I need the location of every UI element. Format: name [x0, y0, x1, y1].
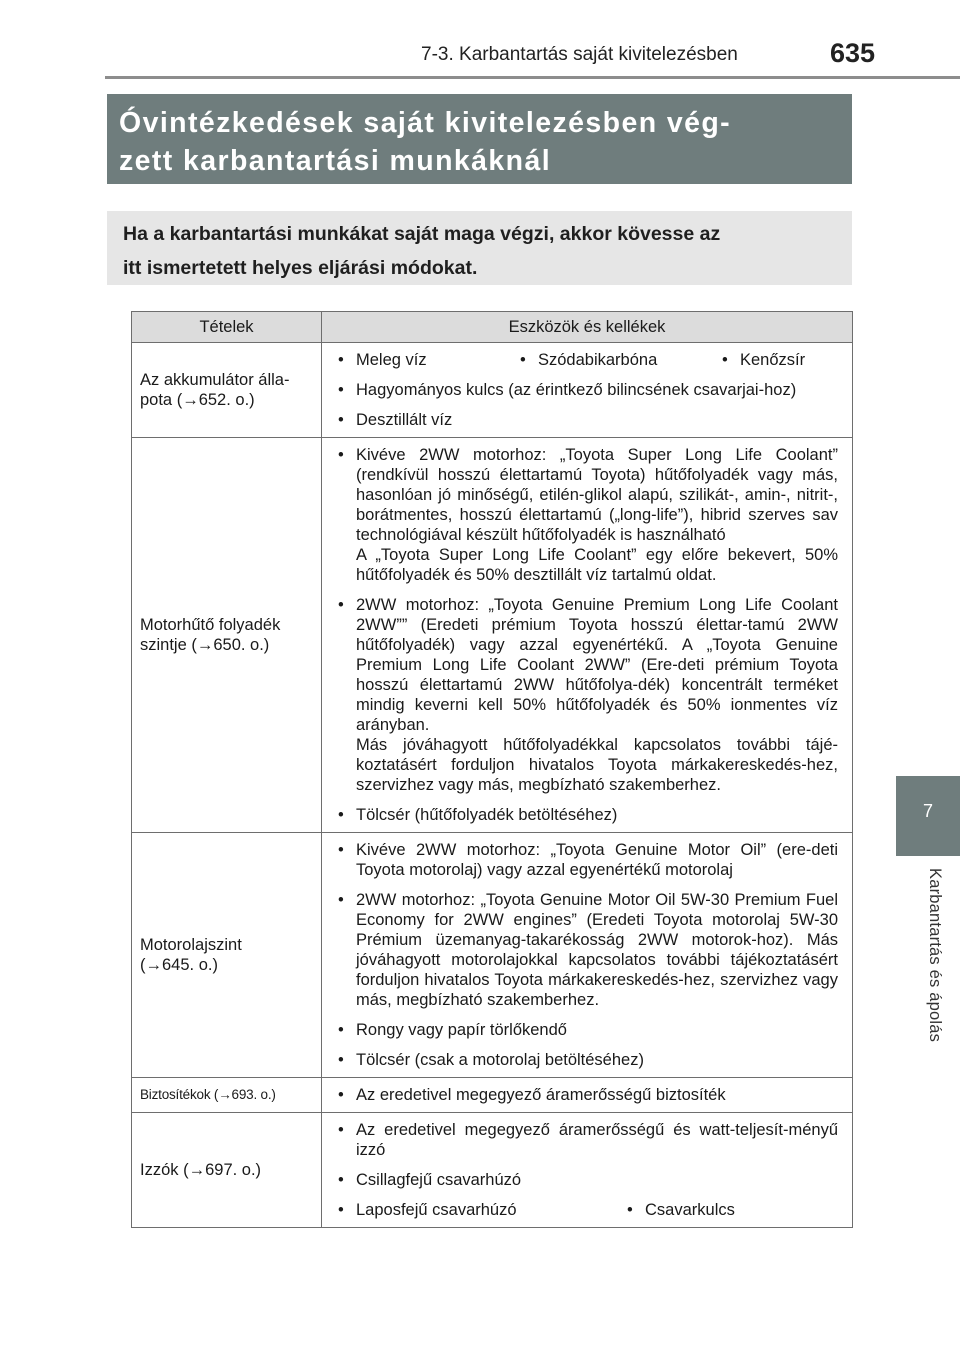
section-title-line1: Óvintézkedések saját kivitelezésben vég- [119, 107, 732, 139]
list-item: • Az eredetivel megegyező áramerősségű biztosíték [332, 1085, 838, 1105]
intro-box [107, 211, 852, 285]
tool-note: Más jóváhagyott hűtőfolyadékkal kapcsolatos további tájé-koztatásért forduljon hivatalos Toyota márkakereskedés-hez, szervizhez vagy más, megbízható szakemberhez. [356, 736, 838, 794]
list-item [332, 350, 838, 370]
tool-text: 2WW motorhoz: „Toyota Genuine Premium Long Life Coolant 2WW”” (Eredeti prémium Toyota hosszú élettar-tamú 2WW hűtőfolyadék) vagy azzal egyenértékű. A „Toyota Genuine Premium Long Life Coolant 2WW” (Ere-deti prémium Toyota hosszú élettartamú 2WW hűtőfolya-dék) koncentrált terméket mindig keverni kell 50% hűtőfolyadék és 50% ionmentes víz arányban. [356, 596, 838, 734]
section-title-line2: zett karbantartási munkáknál [119, 145, 552, 177]
list-item: • Hagyományos kulcs (az érintkező bilincsének csavarjai-hoz) [332, 380, 838, 400]
item-cell [132, 1113, 322, 1228]
chapter-label: Karbantartás és ápolás [926, 868, 944, 1043]
intro-line1: Ha a karbantartási munkákat saját maga végzi, akkor kövesse az [123, 223, 721, 245]
tool-entry: • Csavarkulcs [621, 1200, 735, 1220]
tool-entry: • Meleg víz [332, 350, 514, 370]
column-header-tools: Eszközök és kellékek [322, 312, 853, 343]
list-item [332, 1200, 838, 1220]
table-row [132, 1113, 853, 1228]
header-rule [105, 76, 960, 79]
list-item: • Rongy vagy papír törlőkendő [332, 1020, 838, 1040]
running-header-section: 7-3. Karbantartás saját kivitelezésben [421, 44, 738, 65]
table-row [132, 343, 853, 438]
list-item: • Kivéve 2WW motorhoz: „Toyota Genuine Motor Oil” (ere-deti Toyota motorolaj) vagy azzal egyenértékű motorolaj [332, 840, 838, 880]
column-header-items: Tételek [132, 312, 322, 343]
tool-entry: • Kenőzsír [716, 350, 805, 370]
list-item: • Az eredetivel megegyező áramerősségű és watt-teljesít-ményű izzó [332, 1120, 838, 1160]
page-number: 635 [830, 38, 876, 68]
item-cell [132, 343, 322, 438]
list-item: • Tölcsér (csak a motorolaj betöltéséhez) [332, 1050, 838, 1070]
tools-cell [322, 343, 853, 438]
table-row [132, 833, 853, 1078]
item-line: Izzók (→697. o.) [140, 1161, 262, 1179]
tools-cell [322, 833, 853, 1078]
item-cell [132, 833, 322, 1078]
section-title [107, 94, 852, 184]
item-line: pota (→652. o.) [140, 391, 255, 409]
item-line: szintje (→650. o.) [140, 636, 270, 654]
list-item: • Tölcsér (hűtőfolyadék betöltéséhez) [332, 805, 838, 825]
item-cell [132, 438, 322, 833]
tool-entry: • Laposfejű csavarhúzó [332, 1200, 621, 1220]
list-item [332, 595, 838, 795]
item-line: Motorhűtő folyadék [140, 616, 281, 634]
tools-cell [322, 1113, 853, 1228]
chapter-tab [896, 776, 960, 856]
list-item [332, 445, 838, 585]
table-row [132, 438, 853, 833]
item-line: Az akkumulátor álla- [140, 371, 290, 389]
tool-entry: • Szódabikarbóna [514, 350, 716, 370]
chapter-number: 7 [922, 801, 933, 821]
list-item: • 2WW motorhoz: „Toyota Genuine Motor Oil 5W-30 Premium Fuel Economy for 2WW engines” (Eredeti Toyota motorolaj 5W-30 Prémium üzemanyag-takarékosság 2WW motorok-hoz). Más jóváhagyott motorolajokkal kapcsolatos további tájékoztatásért forduljon hivatalos Toyota márkakereskedés-hez, szervizhez vagy más, megbízható szakemberhez. [332, 890, 838, 1010]
list-item: • Desztillált víz [332, 410, 838, 430]
table-row [132, 1078, 853, 1113]
tools-cell [322, 438, 853, 833]
tool-text: Kivéve 2WW motorhoz: „Toyota Super Long Life Coolant” (rendkívül hosszú élettartamú Toyota) hűtőfolyadék vagy más, hasonlóan jó minőségű, etilén-glikol alapú, szilikát-, amin-, nitrit-, borátmentes, hosszú élettartamú („long-life”), hibrid szerves sav technológiával készült hűtőfolyadék is használható [356, 446, 838, 544]
item-cell [132, 1078, 322, 1113]
tool-note: A „Toyota Super Long Life Coolant” egy előre bekevert, 50% hűtőfolyadék és 50% desztillált víz tartalmú oldat. [356, 546, 838, 584]
tools-table [131, 311, 853, 1228]
list-item: • Csillagfejű csavarhúzó [332, 1170, 838, 1190]
table-header-row [132, 312, 853, 343]
tools-cell [322, 1078, 853, 1113]
item-line: Motorolajszint [140, 936, 242, 954]
item-line: (→645. o.) [140, 956, 218, 974]
item-line: Biztosítékok (→693. o.) [140, 1087, 276, 1102]
intro-line2: itt ismertetett helyes eljárási módokat. [123, 257, 478, 279]
